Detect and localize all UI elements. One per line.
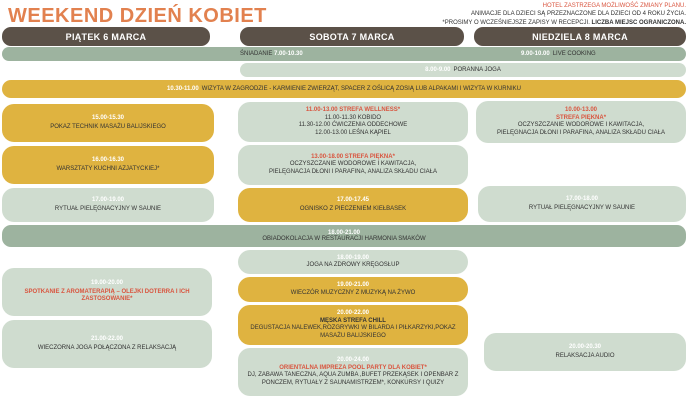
event-label: RYTUAŁ PIELĘGNACYJNY W SAUNIE	[528, 204, 636, 211]
wellness-line-1: 11.00-11.30 KOBIDO	[324, 114, 382, 121]
event-label: WARSZTATY KUCHNI AZJATYCKIEJ*	[56, 165, 160, 172]
note-limited: LICZBA MIEJSC OGRANICZONA.	[591, 19, 686, 26]
breakfast-time: 7.00-10.30	[274, 51, 303, 57]
beauty-line-1: OCZYSZCZANIE WODOROWE I KAWITACJA,	[289, 161, 417, 168]
saturday-spine-yoga	[238, 250, 468, 274]
note-children: ANIMACJE DLA DZIECI SĄ PRZEZNACZONE DLA DZIECI OD 4 ROKU ŻYCIA.	[470, 11, 686, 18]
party-line-1: DJ, ZABAWA TANECZNA, AQUA ZUMBA ,BUFET PRZEKĄSEK I OPENBAR Z	[247, 372, 459, 378]
event-time: 19.00-20.00	[90, 280, 124, 287]
friday-event-aromatherapy	[2, 268, 212, 316]
event-label: WIECZORNA JOGA POŁĄCZONA Z RELAKSACJĄ	[37, 344, 177, 351]
breakfast-bar	[2, 47, 686, 61]
saturday-pool-party	[238, 348, 468, 396]
beauty-line-2: PIELĘGNACJA DŁONI I PARAFINA, ANALIZA SKŁADU CIAŁA	[497, 129, 665, 136]
beauty-head: 13.00-18.00 STREFA PIĘKNA*	[311, 153, 395, 160]
live-cooking-label: LIVE COOKING	[552, 51, 596, 57]
event-label: SPOTKANIE Z AROMATERAPIĄ – OLEJKI DOTERRA I ICH ZASTOSOWANIE*	[24, 288, 190, 303]
saturday-beauty-zone	[238, 145, 468, 185]
event-time: 20.00-22.00	[336, 310, 370, 316]
header-notes	[442, 2, 686, 27]
dinner-label: OBIADOKOLACJA W RESTAURACJI HARMONIA SMAKÓW	[262, 236, 426, 242]
event-label: WIECZÓR MUZYCZNY Z MUZYKĄ NA ŻYWO	[290, 289, 416, 296]
event-time: 10.00-13.00	[564, 107, 598, 113]
farm-visit-bar	[2, 80, 686, 98]
event-label: RYTUAŁ PIELĘGNACYJNY W SAUNIE	[54, 205, 162, 212]
morning-yoga-time: 8.00-9.00	[425, 67, 451, 73]
friday-event-workshop	[2, 146, 214, 184]
event-time: 17.00-18.00	[565, 196, 599, 202]
farm-visit-time: 10.30-11.00	[167, 86, 199, 92]
event-time: 19.00-21.00	[336, 282, 370, 288]
beauty-head: STREFA PIĘKNA*	[555, 114, 607, 121]
wellness-head: 11.00-13.00 STREFA WELLNESS*	[305, 107, 401, 113]
sunday-beauty-zone	[476, 101, 686, 143]
saturday-wellness-zone	[238, 102, 468, 142]
event-label: JOGA NA ZDROWY KRĘGOSŁUP	[306, 262, 400, 268]
party-line-2: PONCZEM, RYTUAŁY Z SAUNAMISTRZEM*, KONKURSY I QUIZY	[261, 379, 445, 386]
farm-visit-label: WIZYTA W ZAGRODZIE - KARMIENIE ZWIERZĄT, SPACER Z OŚLICĄ ZOSIĄ LUB ALPAKAMI I WIZYTA W KURNIKU	[201, 86, 521, 92]
wellness-line-2: 11.30-12.00 ĆWICZENIA ODDECHOWE	[298, 122, 408, 128]
dinner-time: 18.00-21.00	[327, 230, 361, 236]
saturday-chill-zone	[238, 305, 468, 345]
event-time: 16.00-16.30	[91, 157, 125, 163]
live-cooking-time: 9.00-10.00	[521, 51, 550, 57]
event-time: 18.00-19.00	[336, 254, 370, 261]
event-time: 21.00-22.00	[90, 336, 124, 342]
sunday-audio-relax	[484, 333, 686, 371]
chill-line-1: DEGUSTACJA NALEWEK,ROZGRYWKI W BILARDA I PIŁKARZYKI,POKAZ	[250, 325, 456, 331]
chill-line-2: MASAŻU BALIJSKIEGO	[320, 332, 386, 339]
note-signup-text: *PROSIMY O WCZEŚNIEJSZE ZAPISY W RECEPCJI.	[442, 19, 590, 26]
dinner-bar	[2, 225, 686, 247]
event-time: 17.00-17.45	[336, 197, 370, 203]
event-label: POKAZ TECHNIK MASAŻU BALIJSKIEGO	[50, 123, 166, 130]
breakfast-left	[240, 51, 306, 57]
wellness-line-3: 12.00-13.00 LEŚNA KĄPIEL	[315, 129, 391, 136]
event-time: 20.00-24.00	[336, 357, 370, 363]
page-title: WEEKEND DZIEŃ KOBIET	[8, 5, 267, 27]
note-signup	[442, 19, 686, 27]
morning-yoga-bar	[240, 63, 686, 77]
saturday-music-evening	[238, 277, 468, 302]
breakfast-label: ŚNIADANIE	[240, 51, 273, 57]
event-time: 15.00-15.30	[91, 115, 125, 121]
day-header-sunday: NIEDZIELA 8 MARCA	[474, 27, 686, 46]
sunday-sauna	[478, 186, 686, 222]
event-time: 17.00-19.00	[91, 197, 125, 203]
beauty-line-1: OCZYSZCZANIE WODOROWE I KAWITACJA,	[517, 122, 645, 128]
saturday-bonfire	[238, 188, 468, 222]
friday-event-massage	[2, 104, 214, 142]
friday-event-evening-yoga	[2, 320, 212, 368]
event-time: 20.00-20.30	[568, 344, 602, 350]
friday-event-sauna	[2, 188, 214, 222]
morning-yoga-label: PORANNA JOGA	[453, 67, 501, 73]
day-header-saturday: SOBOTA 7 MARCA	[240, 27, 464, 46]
live-cooking	[521, 51, 596, 57]
event-label: RELAKSACJA AUDIO	[555, 352, 615, 359]
party-head: ORIENTALNA IMPREZA POOL PARTY DLA KOBIET*	[279, 364, 427, 371]
beauty-line-2: PIELĘGNACJA DŁONI I PARAFINA, ANALIZA SKŁADU CIAŁA	[269, 168, 437, 175]
day-header-friday: PIĄTEK 6 MARCA	[2, 27, 210, 46]
event-label: OGNISKO Z PIECZENIEM KIEŁBASEK	[299, 205, 407, 212]
chill-head: MĘSKA STREFA CHILL	[320, 317, 386, 324]
note-plan-change: HOTEL ZASTRZEGA MOŻLIWOŚĆ ZMIANY PLANU.	[542, 3, 686, 9]
